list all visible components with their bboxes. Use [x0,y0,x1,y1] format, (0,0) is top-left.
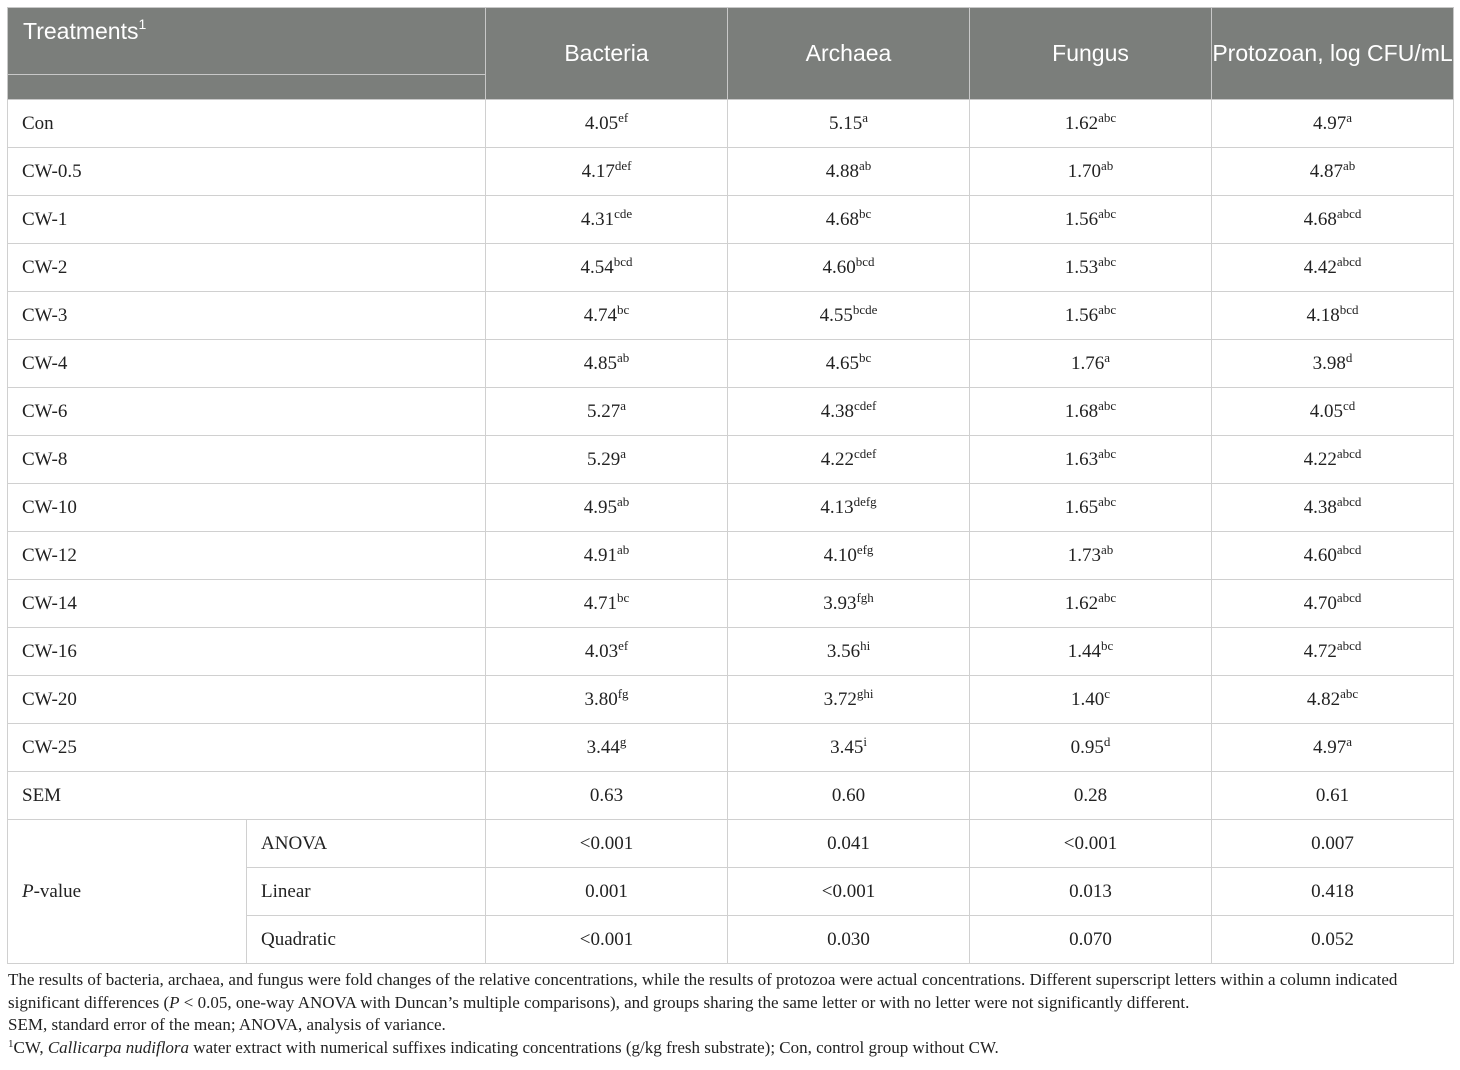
cell-value: 1.56 [1064,208,1099,230]
table-cell [970,388,1212,436]
cell-superscript: efg [856,541,874,557]
table-cell: <0.001 [486,916,728,964]
cell-value: 0.28 [1073,784,1108,806]
cell-superscript: abc [1098,205,1117,221]
cell-superscript: cdef [853,445,877,461]
cell-superscript: ghi [856,685,874,701]
cell-superscript: abcd [1336,205,1362,221]
cell-superscript: bc [859,205,872,221]
cell-value: 4.22 [1303,448,1337,470]
table-cell: 0.041 [728,820,970,868]
table-notes [7,969,1454,1059]
table-row [8,292,1454,340]
table-cell [970,100,1212,148]
table-cell [1212,244,1454,292]
table-cell [728,292,970,340]
cell-value: 4.05 [584,112,619,134]
table-cell [1212,292,1454,340]
table-cell [728,196,970,244]
cell-superscript: ef [618,637,629,653]
table-cell: 0.007 [1212,820,1454,868]
cell-superscript: abcd [1336,589,1362,605]
table-row [8,436,1454,484]
table-cell [970,724,1212,772]
row-label: CW-12 [8,532,486,580]
cell-superscript: ab [859,157,872,173]
table-cell [970,148,1212,196]
row-label: CW-10 [8,484,486,532]
table-cell: <0.001 [486,820,728,868]
table-cell [1212,532,1454,580]
cell-value: 4.42 [1303,256,1337,278]
table-cell [486,148,728,196]
cell-value: 4.72 [1303,640,1337,662]
cell-value: 3.44 [586,736,620,758]
cell-superscript: bcd [855,253,875,269]
table-row [8,196,1454,244]
cell-value: 1.40 [1071,688,1105,710]
table-cell [486,580,728,628]
table-cell [486,772,728,820]
cell-value: 4.68 [825,208,859,230]
row-label: CW-14 [8,580,486,628]
cell-value: 3.56 [826,640,861,662]
table-cell [486,196,728,244]
cell-value: 1.63 [1064,448,1099,470]
cell-value: 5.27 [587,400,621,422]
cell-superscript: abcd [1336,637,1362,653]
cell-value: 1.68 [1064,400,1099,422]
row-label: CW-6 [8,388,486,436]
cell-superscript: a [1346,733,1353,749]
cell-superscript: abc [1098,109,1117,125]
table-cell: <0.001 [728,868,970,916]
table-cell [970,436,1212,484]
table-row [8,484,1454,532]
table-cell [728,340,970,388]
row-label: CW-4 [8,340,486,388]
table-cell [728,580,970,628]
note-abbreviations: SEM, standard error of the mean; ANOVA, analysis of variance. [8,1015,446,1034]
cell-value: 4.03 [584,640,619,662]
table-cell [728,484,970,532]
table-row [8,628,1454,676]
table-row [8,340,1454,388]
cell-superscript: a [1346,109,1353,125]
table-row [8,532,1454,580]
table-cell: 0.418 [1212,868,1454,916]
row-label: SEM [8,772,486,820]
header-archaea: Archaea [728,8,970,100]
table-cell [1212,676,1454,724]
cell-value: 4.82 [1306,688,1341,710]
cell-superscript: ab [1101,541,1114,557]
cell-superscript: cde [614,205,633,221]
row-label: CW-25 [8,724,486,772]
table-cell [728,388,970,436]
table-row [8,580,1454,628]
cell-superscript: i [863,733,867,749]
table-row [8,724,1454,772]
cell-superscript: hi [860,637,871,653]
cell-value: 4.97 [1313,736,1347,758]
table-cell [970,628,1212,676]
table-cell [486,532,728,580]
cell-value: 1.65 [1064,496,1099,518]
table-row [8,772,1454,820]
cell-superscript: ab [1343,157,1356,173]
cell-superscript: abcd [1336,541,1362,557]
table-cell [1212,772,1454,820]
note-footnote-1: $^1$CW, Callicarpa nudiflora water extract with numerical suffixes indicating concentrations (g/kg fresh substrate); Con, control group without CW. [8,1037,999,1057]
table-cell [486,436,728,484]
table-cell [1212,436,1454,484]
cell-superscript: ab [617,349,630,365]
row-label: CW-0.5 [8,148,486,196]
table-cell [970,484,1212,532]
cell-superscript: abc [1098,493,1117,509]
cell-value: 4.87 [1309,160,1343,182]
cell-value: 0.60 [831,784,866,806]
cell-superscript: bc [859,349,872,365]
row-label: CW-1 [8,196,486,244]
cell-value: 1.62 [1064,112,1099,134]
table-cell [970,244,1212,292]
table-cell [970,580,1212,628]
cell-superscript: abc [1098,253,1117,269]
table-row [8,100,1454,148]
cell-value: 4.38 [1303,496,1337,518]
table-cell [486,244,728,292]
cell-value: 0.61 [1315,784,1350,806]
cell-value: 4.22 [820,448,854,470]
header-bacteria: Bacteria [486,8,728,100]
table-header [8,8,1454,100]
header-fungus: Fungus [970,8,1212,100]
cell-superscript: bc [617,589,630,605]
table-cell [728,148,970,196]
table-cell [728,724,970,772]
table-cell [728,628,970,676]
cell-superscript: abc [1098,397,1117,413]
cell-value: 4.05 [1309,400,1343,422]
table-cell [1212,100,1454,148]
cell-superscript: a [620,445,627,461]
cell-superscript: fg [617,685,629,701]
row-label: CW-16 [8,628,486,676]
table-cell [1212,628,1454,676]
table-cell [1212,484,1454,532]
pvalue-test-label: Quadratic [247,916,486,964]
cell-value: 4.97 [1313,112,1347,134]
cell-superscript: ab [617,541,630,557]
cell-superscript: abc [1098,589,1117,605]
cell-value: 1.53 [1064,256,1099,278]
row-label: CW-20 [8,676,486,724]
note-results: The results of bacteria, archaea, and fungus were fold changes of the relative concentrations, while the results of protozoa were actual concentrations. Different superscript letters within a column indicated significant differences (P < 0.05, one-way ANOVA with Duncan’s multiple comparisons), and groups sharing the same letter or with no letter were not significantly different. [8,970,1398,1012]
table-cell [1212,148,1454,196]
cell-value: 4.88 [825,160,859,182]
cell-value: 4.13 [820,496,854,518]
cell-superscript: a [620,397,627,413]
table-cell: 0.070 [970,916,1212,964]
cell-value: 4.54 [580,256,614,278]
table-cell [1212,340,1454,388]
table-cell [486,628,728,676]
table-cell [970,532,1212,580]
table-row [8,676,1454,724]
cell-superscript: bc [617,301,630,317]
cell-value: 4.18 [1306,304,1340,326]
table-cell [728,772,970,820]
cell-value: 4.74 [583,304,617,326]
cell-superscript: cdef [853,397,877,413]
cell-superscript: abc [1098,301,1117,317]
cell-superscript: abcd [1336,493,1362,509]
table-cell [486,388,728,436]
cell-superscript: bcd [1339,301,1359,317]
pvalue-label: P-value [8,820,247,964]
table-cell [970,340,1212,388]
table-cell [486,676,728,724]
cell-superscript: abc [1340,685,1359,701]
table-cell [728,244,970,292]
cell-value: 1.73 [1067,544,1101,566]
cell-superscript: abcd [1336,445,1362,461]
table-cell [486,340,728,388]
table-row [8,820,1454,868]
table-cell [728,532,970,580]
table-row [8,244,1454,292]
table-cell: 0.030 [728,916,970,964]
cell-superscript: abcd [1336,253,1362,269]
cell-value: 0.95 [1070,736,1104,758]
cell-value: 4.70 [1303,592,1337,614]
cell-value: 3.45 [830,736,864,758]
cell-superscript: ab [617,493,630,509]
cell-superscript: def [614,157,632,173]
table-cell: <0.001 [970,820,1212,868]
cell-superscript: d [1103,733,1111,749]
cell-value: 4.71 [583,592,617,614]
cell-value: 4.31 [580,208,615,230]
table-figure [7,7,1453,1059]
cell-value: 0.63 [589,784,624,806]
cell-value: 4.65 [825,352,859,374]
cell-value: 4.91 [583,544,617,566]
cell-value: 4.95 [583,496,617,518]
row-label: Con [8,100,486,148]
table-body [8,100,1454,964]
cell-value: 4.17 [581,160,615,182]
row-label: CW-3 [8,292,486,340]
table-cell [486,100,728,148]
cell-value: 1.44 [1067,640,1101,662]
results-table [7,7,1454,964]
cell-value: 1.56 [1064,304,1099,326]
pvalue-test-label: ANOVA [247,820,486,868]
table-row [8,388,1454,436]
cell-superscript: a [1104,349,1111,365]
cell-value: 4.38 [820,400,854,422]
cell-superscript: cd [1343,397,1356,413]
table-cell [728,100,970,148]
header-treatments [8,8,486,100]
table-row [8,148,1454,196]
treatments-label: Treatments [23,18,139,44]
cell-superscript: d [1345,349,1353,365]
cell-value: 4.60 [822,256,856,278]
cell-value: 4.10 [823,544,857,566]
table-cell: 0.052 [1212,916,1454,964]
table-cell [970,772,1212,820]
table-cell [728,676,970,724]
cell-superscript: ef [618,109,629,125]
table-cell [1212,196,1454,244]
cell-superscript: bcd [613,253,633,269]
cell-value: 3.93 [823,592,857,614]
cell-value: 4.85 [583,352,617,374]
row-label: CW-2 [8,244,486,292]
pvalue-test-label: Linear [247,868,486,916]
cell-value: 4.55 [819,304,853,326]
cell-value: 5.15 [829,112,863,134]
cell-value: 3.72 [823,688,857,710]
treatments-footnote-mark: 1 [138,16,147,32]
cell-superscript: fgh [856,589,874,605]
table-cell [728,436,970,484]
table-cell [1212,388,1454,436]
cell-superscript: g [619,733,627,749]
table-cell [970,196,1212,244]
table-cell [1212,724,1454,772]
cell-value: 3.80 [584,688,618,710]
table-cell [486,292,728,340]
row-label: CW-8 [8,436,486,484]
cell-value: 1.62 [1064,592,1099,614]
table-cell [486,484,728,532]
cell-superscript: defg [853,493,877,509]
cell-superscript: ab [1101,157,1114,173]
cell-superscript: bc [1101,637,1114,653]
table-cell [970,292,1212,340]
table-cell [1212,580,1454,628]
cell-superscript: abc [1098,445,1117,461]
table-cell [970,676,1212,724]
cell-value: 4.60 [1303,544,1337,566]
cell-value: 4.68 [1303,208,1337,230]
cell-superscript: c [1104,685,1111,701]
cell-value: 1.76 [1071,352,1105,374]
cell-value: 5.29 [587,448,621,470]
table-cell [486,724,728,772]
cell-superscript: bcde [852,301,878,317]
table-cell: 0.013 [970,868,1212,916]
cell-superscript: a [862,109,869,125]
cell-value: 1.70 [1067,160,1101,182]
table-cell: 0.001 [486,868,728,916]
cell-value: 3.98 [1312,352,1346,374]
header-protozoan: Protozoan, log CFU/mL [1212,8,1454,100]
